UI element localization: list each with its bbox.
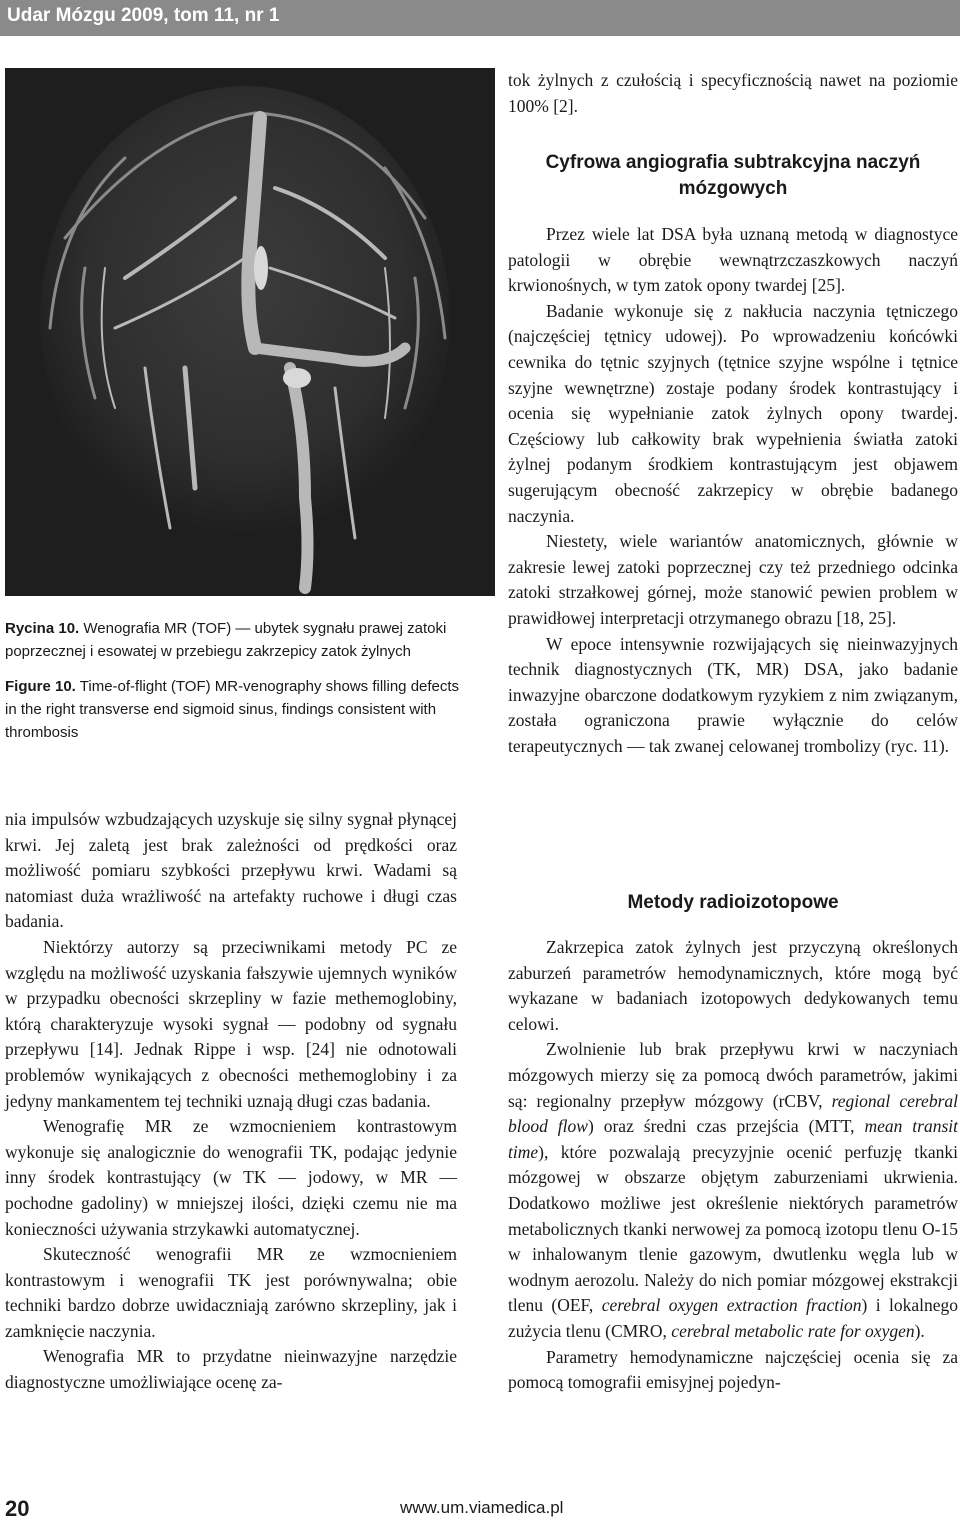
paragraph: nia impulsów wzbudzających uzyskuje się silny sygnał płynącej krwi. Jej zaletą jest brak zależności od prędkości oraz możliwość pomiaru szybkości przepływu krwi. Wadami są natomiast duża wrażliwość na artefakty ruchowe i długi czas badania. xyxy=(5,809,457,932)
section-heading-radioisotope: Metody radioizotopowe xyxy=(627,892,839,913)
italic-term: cerebral metabolic rate for oxygen xyxy=(671,1320,915,1341)
right-column-top-text xyxy=(508,68,958,119)
footer-url[interactable]: www.um.viamedica.pl xyxy=(400,1498,564,1517)
paragraph: tok żylnych z czułością i specyficznością nawet na poziomie 100% [2]. xyxy=(508,70,958,116)
paragraph: Wenografia MR to przydatne nieinwazyjne narzędzie diagnostyczne umożliwiające ocenę za- xyxy=(5,1346,457,1393)
text-run: ) i lokalnego zużycia tlenu (CMRO, xyxy=(508,1295,959,1341)
paragraph: Niektórzy autorzy są przeciwnikami metody PC ze względu na możliwość uzyskania fałszywie ujemnych wyników w przypadku obecności skrzepliny w fazie methemoglobiny, którą charakteryzuje wysoki sygnał — podobny od sygnału przepływu [14]. Jednak Rippe i wsp. [24] nie odnotowali problemów wynikających z obecności methemoglobiny i za jedyny mankamentem tej techniki uznają długi czas badania. xyxy=(5,936,457,1111)
paragraph: W epoce intensywnie rozwijających się nieinwazyjnych technik diagnostycznych (TK, MR) DSA, jako badanie inwazyjne obarczone dodatkowym ryzykiem z nim związanym, została ograniczona prawie wyłącznie do celów terapeutycznych — tak zwanej celowanej trombolizy (ryc. 11). xyxy=(508,633,958,756)
paragraph: Wenografię MR ze wzmocnieniem kontrastowym wykonuje się analogicznie do wenografii TK, podając jedynie inny środek kontrastujący (w TK — jodowy, w MR — pochodne gadoliny) w mniejszej ilości, dzięki czemu nie ma konieczności używania strzykawki automatycznej. xyxy=(5,1116,457,1239)
italic-term: cerebral oxygen extraction fraction xyxy=(601,1295,862,1316)
paragraph: Parametry hemodynamiczne najczęściej ocenia się za pomocą tomografii emisyjnej pojedyn- xyxy=(508,1346,958,1393)
paragraph: Niestety, wiele wariantów anatomicznych, głównie w zakresie lewej zatoki poprzecznej czy też przedniego odcinka zatoki strzałkowej górnej, może stanowić pewien problem w prawidłowej interpretacji otrzymanego obrazu [18, 25]. xyxy=(508,531,958,628)
text-run: ). xyxy=(914,1320,925,1341)
journal-title: Udar Mózgu 2009, tom 11, nr 1 xyxy=(7,5,280,26)
paragraph: Skuteczność wenografii MR ze wzmocnieniem kontrastowym i wenografii TK jest porównywalna; obie techniki bardzo dobrze uwidaczniają zarówno skrzepliny, jak i zamknięcie naczynia. xyxy=(5,1244,457,1341)
journal-header-bar xyxy=(0,0,960,36)
italic-term: mean transit time xyxy=(508,1116,958,1162)
mr-venography-image xyxy=(5,68,495,596)
figure-mr-venography xyxy=(5,68,495,596)
figure-caption-pl xyxy=(5,617,460,663)
italic-term: regional cerebral blood flow xyxy=(508,1090,958,1137)
text-run: ) oraz średni czas przejścia (MTT, xyxy=(587,1116,865,1137)
caption-pl-label: Rycina 10. xyxy=(5,620,80,637)
paragraph: Przez wiele lat DSA była uznaną metodą w diagnostyce patologii w obrębie wewnątrzczaszkowych naczyń krwionośnych, w tym zatok opony twardej [25]. xyxy=(508,224,958,296)
page-number: 20 xyxy=(5,1496,30,1521)
caption-pl-text: Wenografia MR (TOF) — ubytek sygnału prawej zatoki poprzecznej i esowatej w przebiegu zakrzepicy zatok żylnych xyxy=(5,620,447,660)
figure-caption-en xyxy=(5,675,460,744)
paragraph: Badanie wykonuje się z nakłucia naczynia tętniczego (najczęściej tętnicy udowej). Po wprowadzeniu końcówki cewnika do tętnic szyjnych (tętnice szyjne wspólne i tętnice szyjne wewnętrzne) zostaje podany środek kontrastujący i ocenia się wypełnianie zatok żylnych opony twardej. Częściowy lub całkowity brak wypełnienia światła zatoki żylnej podanym środkiem kontrastującym jest objawem sugerującym obecność zakrzepicy w obrębie badanego naczynia. xyxy=(508,300,958,526)
text-run: Zwolnienie lub brak przepływu krwi w naczyniach mózgowych mierzy się za pomocą dwóch parametrów, jakimi są: regionalny przepływ mózgowy (rCBV, xyxy=(508,1039,958,1111)
caption-en-label: Figure 10. xyxy=(5,678,76,695)
left-column-text xyxy=(5,807,457,1396)
right-column-radioisotope-text xyxy=(508,935,958,1396)
section-heading-dsa: Cyfrowa angiografia subtrakcyjna naczyń mózgowych xyxy=(545,152,921,199)
caption-en-text: Time-of-flight (TOF) MR-venography shows filling defects in the right transverse end sigmoid sinus, findings consistent with thrombosis xyxy=(5,678,460,741)
text-run: ), które pozwalają precyzyjnie ocenić perfuzję tkanki mózgowej w obszarze objętym zaburzeniami ukrwienia. Dodatkowo możliwe jest określenie niektórych parametrów metabolicznych tkanki nerwowej za pomocą izotopu tlenu O-15 w inhalowanym tlenie gazowym, dwutlenku węgla lub w wodnym aerozolu. Należy do nich pomiar mózgowej ekstrakcji tlenu (OEF, xyxy=(508,1141,958,1316)
right-column-dsa-text xyxy=(508,222,958,759)
paragraph: Zakrzepica zatok żylnych jest przyczyną określonych zaburzeń parametrów hemodynamicznych, które mogą być wykazane w badaniach izotopowych dedykowanych temu celowi. xyxy=(508,937,958,1034)
paragraph xyxy=(508,1037,958,1344)
